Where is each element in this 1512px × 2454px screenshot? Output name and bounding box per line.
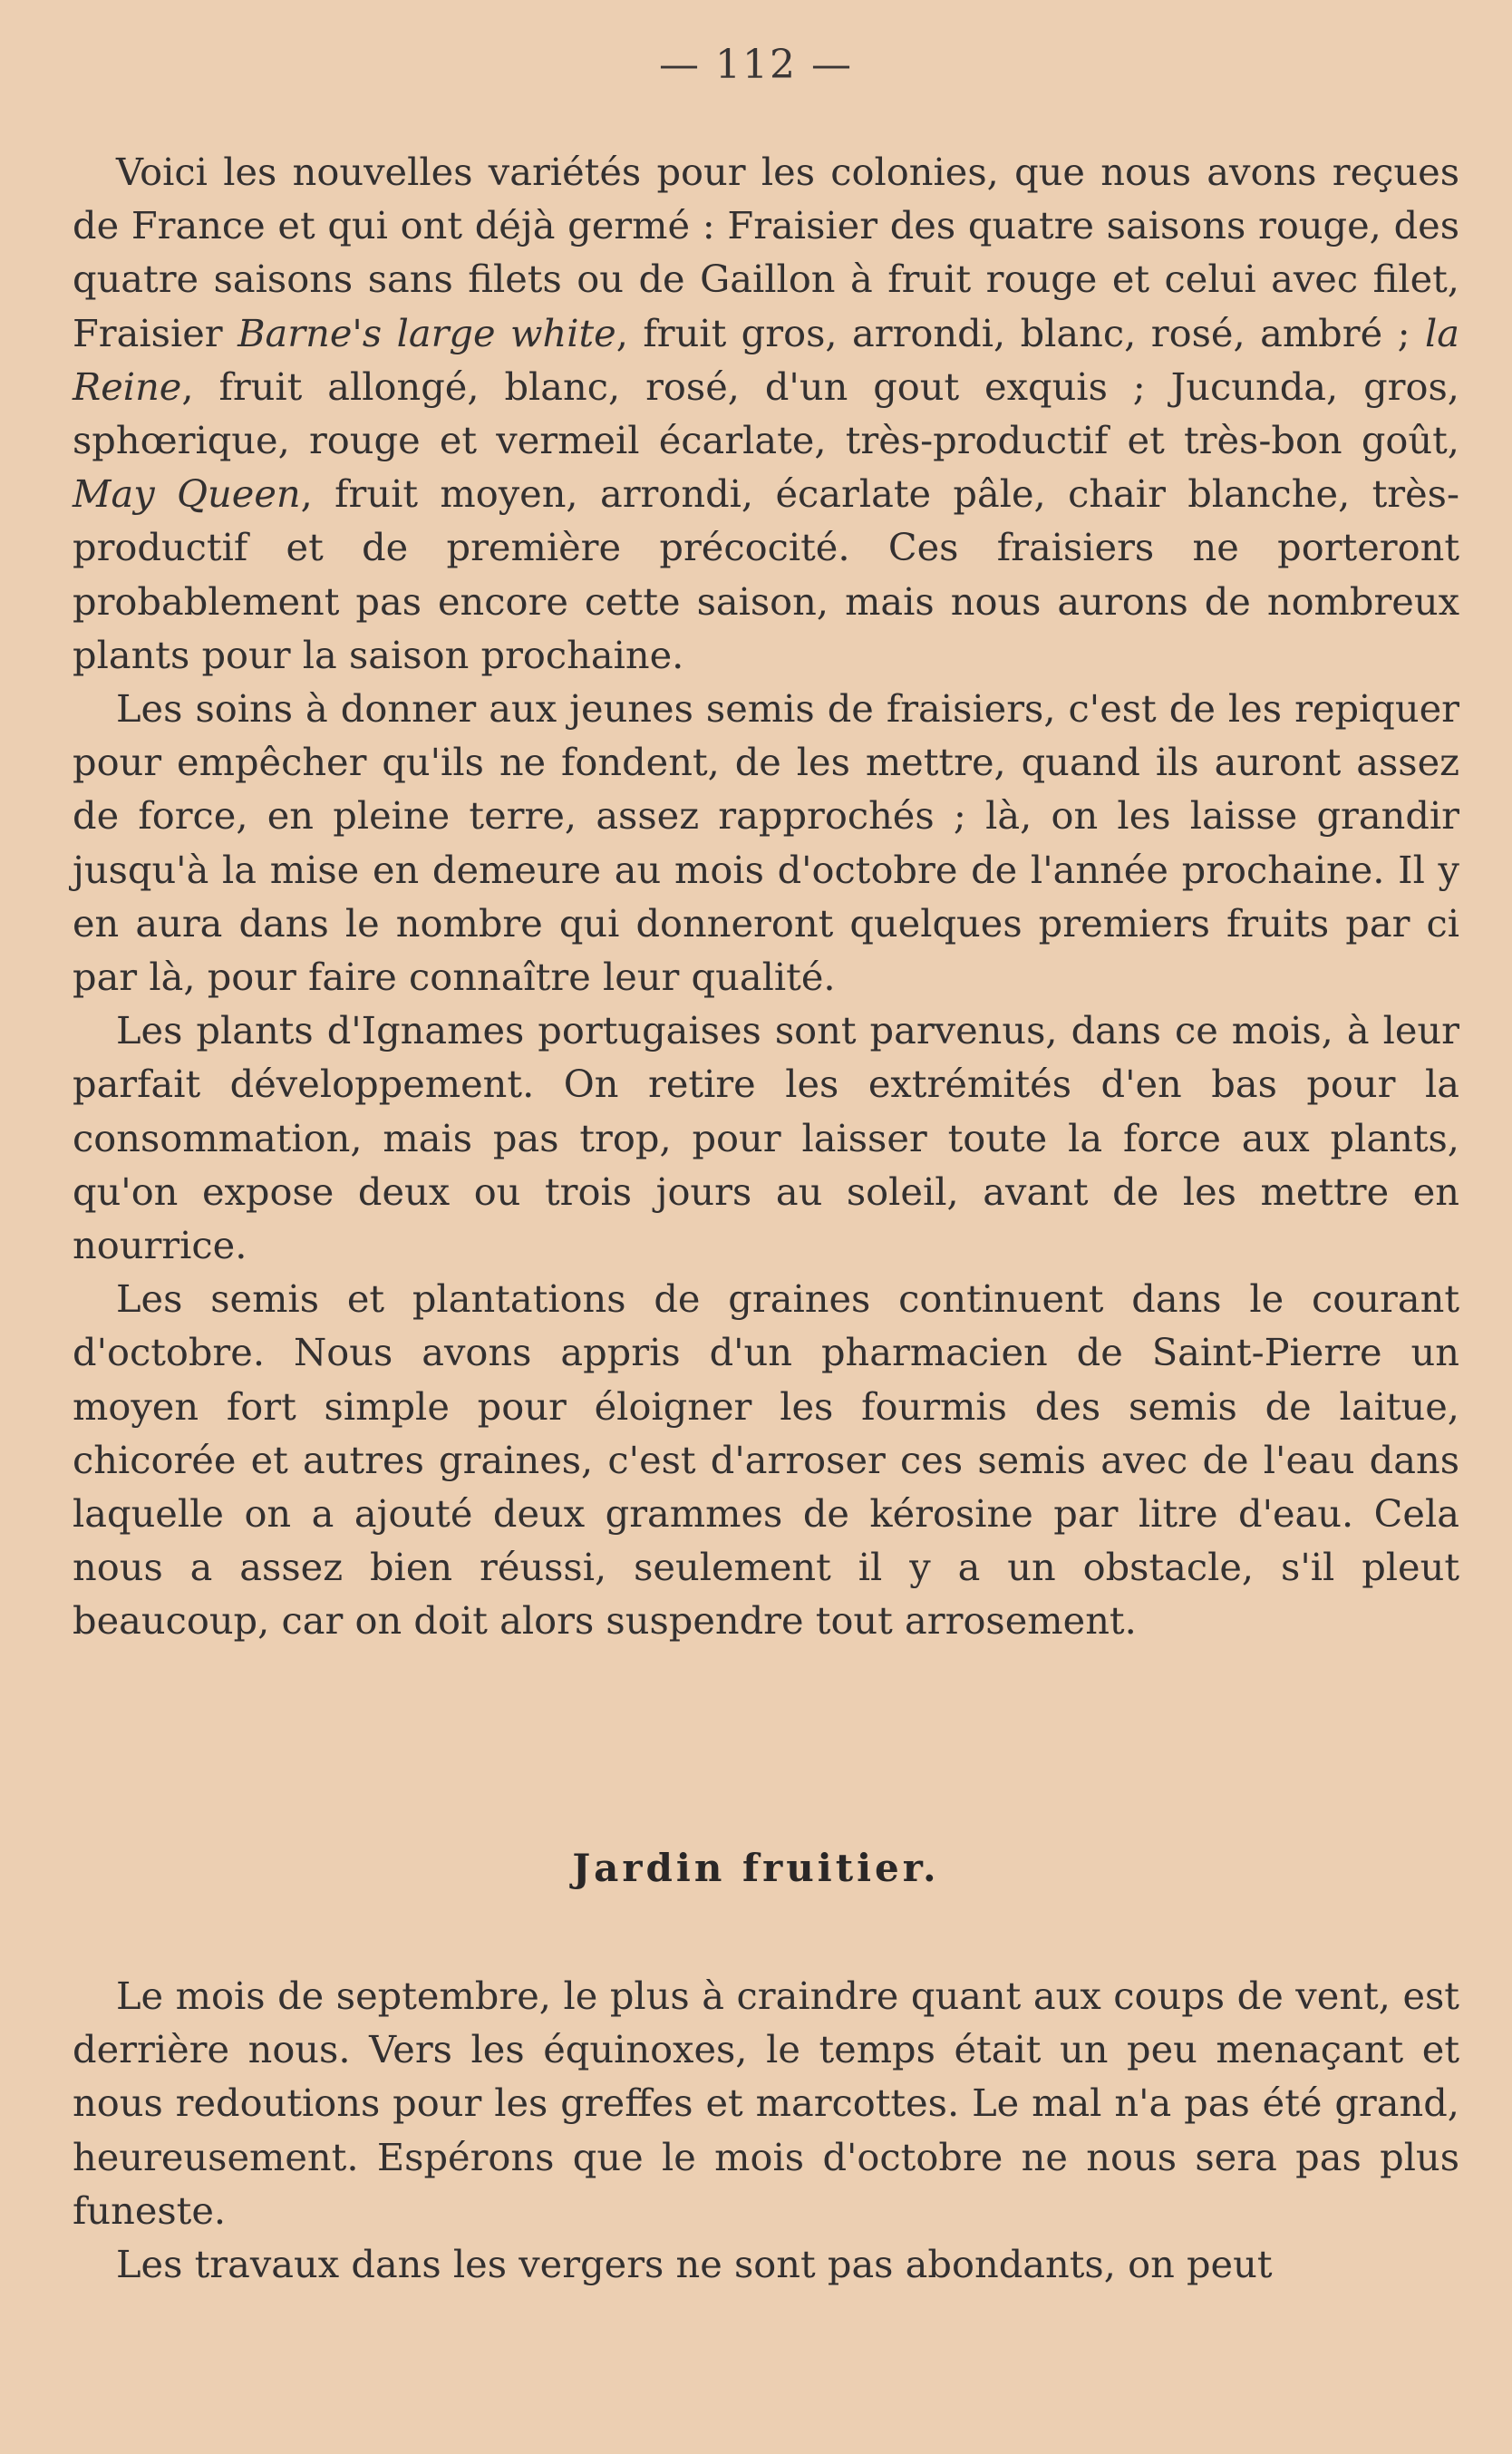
text-run: Les semis et plantations de graines continuent dans le courant d'octobre. Nous avons appris d'un pharmacien de Saint-Pierre un moyen fort simple pour éloigner les fourmis des semis de laitue, chicorée et autres graines, c'est d'arroser ces semis avec de l'eau dans laquelle on a ajouté deux grammes de kérosine par litre d'eau. Cela nous a assez bien réussi, seulement il y a un obstacle, s'il pleut beaucoup, car on doit alors suspendre tout arrosement.: [73, 1276, 1459, 1644]
body-text-bottom: [73, 1969, 1459, 2291]
text-run: , fruit allongé, blanc, rosé, d'un gout exquis ; Jucunda, gros, sphœrique, rouge et vermeil écarlate, très-productif et très-bon goût,: [73, 364, 1459, 463]
variety-name-barnes: Barne's large white: [237, 310, 616, 355]
paragraph-yams: [73, 1004, 1459, 1272]
paragraph-september: [73, 1969, 1459, 2237]
section-heading: Jardin fruitier.: [572, 1846, 940, 1890]
text-run: Voici les nouvelles variétés pour les colonies, que nous avons reçues de France et qui ont déjà germé : Fraisier des quatre saisons rouge, des quatre saisons sans filets ou de Gaillon à fruit rouge et celui avec filet, Fraisier: [73, 150, 1459, 355]
paragraph-strawberry-varieties: [73, 145, 1459, 682]
text-run: Le mois de septembre, le plus à craindre quant aux coups de vent, est derrière nous. Vers les équinoxes, le temps était un peu menaçant et nous redoutions pour les greffes et marcottes. Le mal n'a pas été grand, heureusement. Espérons que le mois d'octobre ne nous sera pas plus funeste.: [73, 1974, 1459, 2233]
body-text-top: [73, 145, 1459, 1648]
variety-name-may-queen: May Queen: [73, 471, 301, 517]
paragraph-sowing: [73, 1272, 1459, 1647]
text-run: Les soins à donner aux jeunes semis de fraisiers, c'est de les repiquer pour empêcher qu'ils ne fondent, de les mettre, quand ils auront assez de force, en pleine terre, assez rapprochés ; là, on les laisse grandir jusqu'à la mise en demeure au mois d'octobre de l'année prochaine. Il y en aura dans le nombre qui donneront quelques premiers fruits par ci par là, pour faire connaître leur qualité.: [73, 686, 1459, 1000]
variety-name-la-reine: la Reine: [73, 310, 1460, 409]
text-run: , fruit gros, arrondi, blanc, rosé, ambré ;: [615, 310, 1425, 355]
text-run: Les travaux dans les vergers ne sont pas abondants, on peut: [116, 2242, 1273, 2287]
paragraph-seedling-care: [73, 682, 1459, 1004]
text-run: Les plants d'Ignames portugaises sont parvenus, dans ce mois, à leur parfait développement. On retire les extrémités d'en bas pour la consommation, mais pas trop, pour laisser toute la force aux plants, qu'on expose deux ou trois jours au soleil, avant de les mettre en nourrice.: [73, 1008, 1459, 1268]
page-number: — 112 —: [659, 42, 853, 88]
paragraph-orchards: [73, 2237, 1459, 2291]
text-run: , fruit moyen, arrondi, écarlate pâle, chair blanche, très-productif et de première précocité. Ces fraisiers ne porteront probablement pas encore cette saison, mais nous aurons de nombreux plants pour la saison prochaine.: [73, 471, 1459, 677]
